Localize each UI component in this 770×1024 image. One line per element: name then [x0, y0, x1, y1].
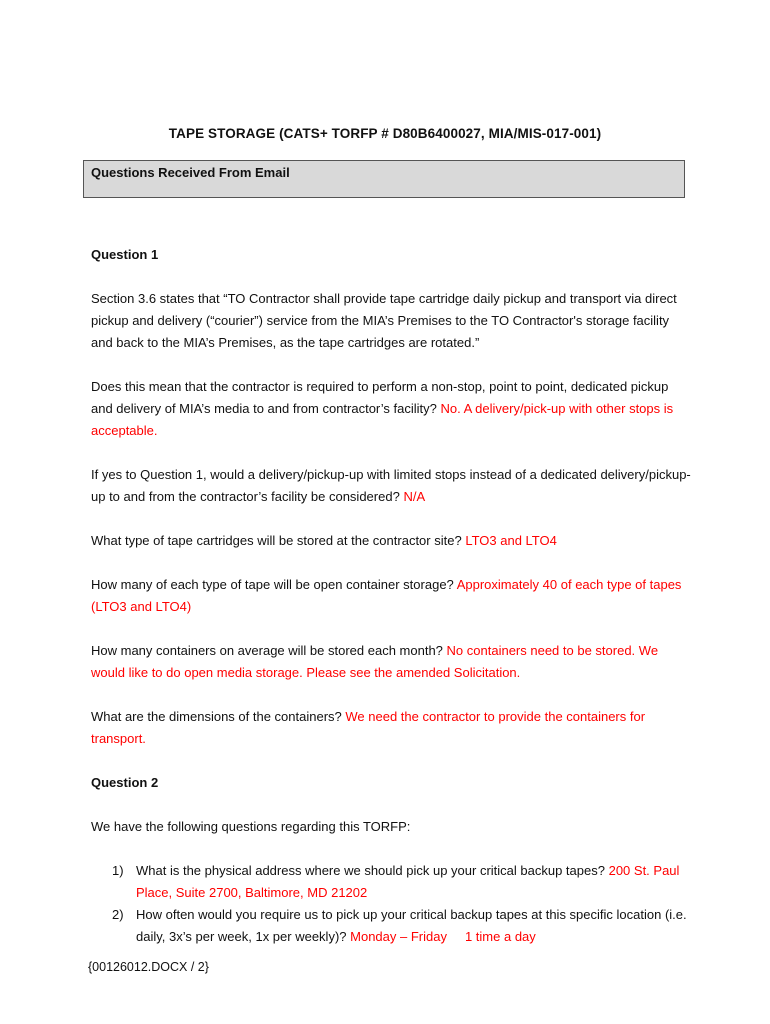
qa-question: How many of each type of tape will be open container storage?: [91, 577, 454, 592]
qa-answer: LTO3 and LTO4: [465, 533, 557, 548]
qa-item: [91, 376, 691, 442]
qa-item: [91, 574, 691, 618]
document-body: [91, 244, 691, 948]
qa-question: If yes to Question 1, would a delivery/pickup-up with limited stops instead of a dedicated delivery/pickup-up to and from the contractor’s facility be considered?: [91, 467, 691, 504]
qa-answer: We need the contractor to provide the containers for transport.: [91, 709, 646, 746]
list-answer: 200 St. Paul Place, Suite 2700, Baltimore, MD 21202: [136, 863, 680, 900]
list-answer-secondary: 1 time a day: [464, 929, 536, 944]
qa-item: [91, 464, 691, 508]
question-2-heading: Question 2: [91, 775, 159, 790]
qa-answer: No containers need to be stored. We would like to do open media storage. Please see the amended Solicitation.: [91, 643, 659, 680]
question-1-intro: Section 3.6 states that “TO Contractor shall provide tape cartridge daily pickup and transport via direct pickup and delivery (“courier”) service from the MIA’s Premises to the TO Contractor's storage facility and back to the MIA’s Premises, as the tape cartridges are rotated.”: [91, 291, 677, 350]
qa-question: What are the dimensions of the containers?: [91, 709, 342, 724]
list-question: How often would you require us to pick up your critical backup tapes at this specific location (i.e. daily, 3x’s per week, 1x per weekly)?: [136, 907, 687, 944]
question-1-heading: Question 1: [91, 247, 159, 262]
qa-item: [91, 640, 691, 684]
list-item: [91, 904, 691, 948]
section-banner-label: Questions Received From Email: [91, 165, 290, 180]
question-2-intro: We have the following questions regarding this TORFP:: [91, 819, 411, 834]
document-title: TAPE STORAGE (CATS+ TORFP # D80B6400027, MIA/MIS-017-001): [168, 126, 602, 141]
qa-answer: N/A: [403, 489, 426, 504]
qa-question: How many containers on average will be stored each month?: [91, 643, 443, 658]
list-question: What is the physical address where we should pick up your critical backup tapes?: [136, 863, 605, 878]
document-footer: {00126012.DOCX / 2}: [88, 960, 209, 974]
qa-item: [91, 530, 691, 552]
numbered-list: [91, 860, 691, 948]
list-answer: Monday – Friday: [350, 929, 447, 944]
list-number: 2): [112, 907, 124, 922]
section-banner: [83, 160, 685, 198]
qa-item: [91, 706, 691, 750]
list-number: 1): [112, 863, 124, 878]
qa-question: What type of tape cartridges will be stored at the contractor site?: [91, 533, 462, 548]
qa-answer: No. A delivery/pick-up with other stops is acceptable.: [91, 401, 674, 438]
qa-question: Does this mean that the contractor is required to perform a non-stop, point to point, dedicated pickup and delivery of MIA’s media to and from contractor’s facility?: [91, 379, 669, 416]
qa-answer: Approximately 40 of each type of tapes (LTO3 and LTO4): [91, 577, 682, 614]
list-item: [91, 860, 691, 904]
